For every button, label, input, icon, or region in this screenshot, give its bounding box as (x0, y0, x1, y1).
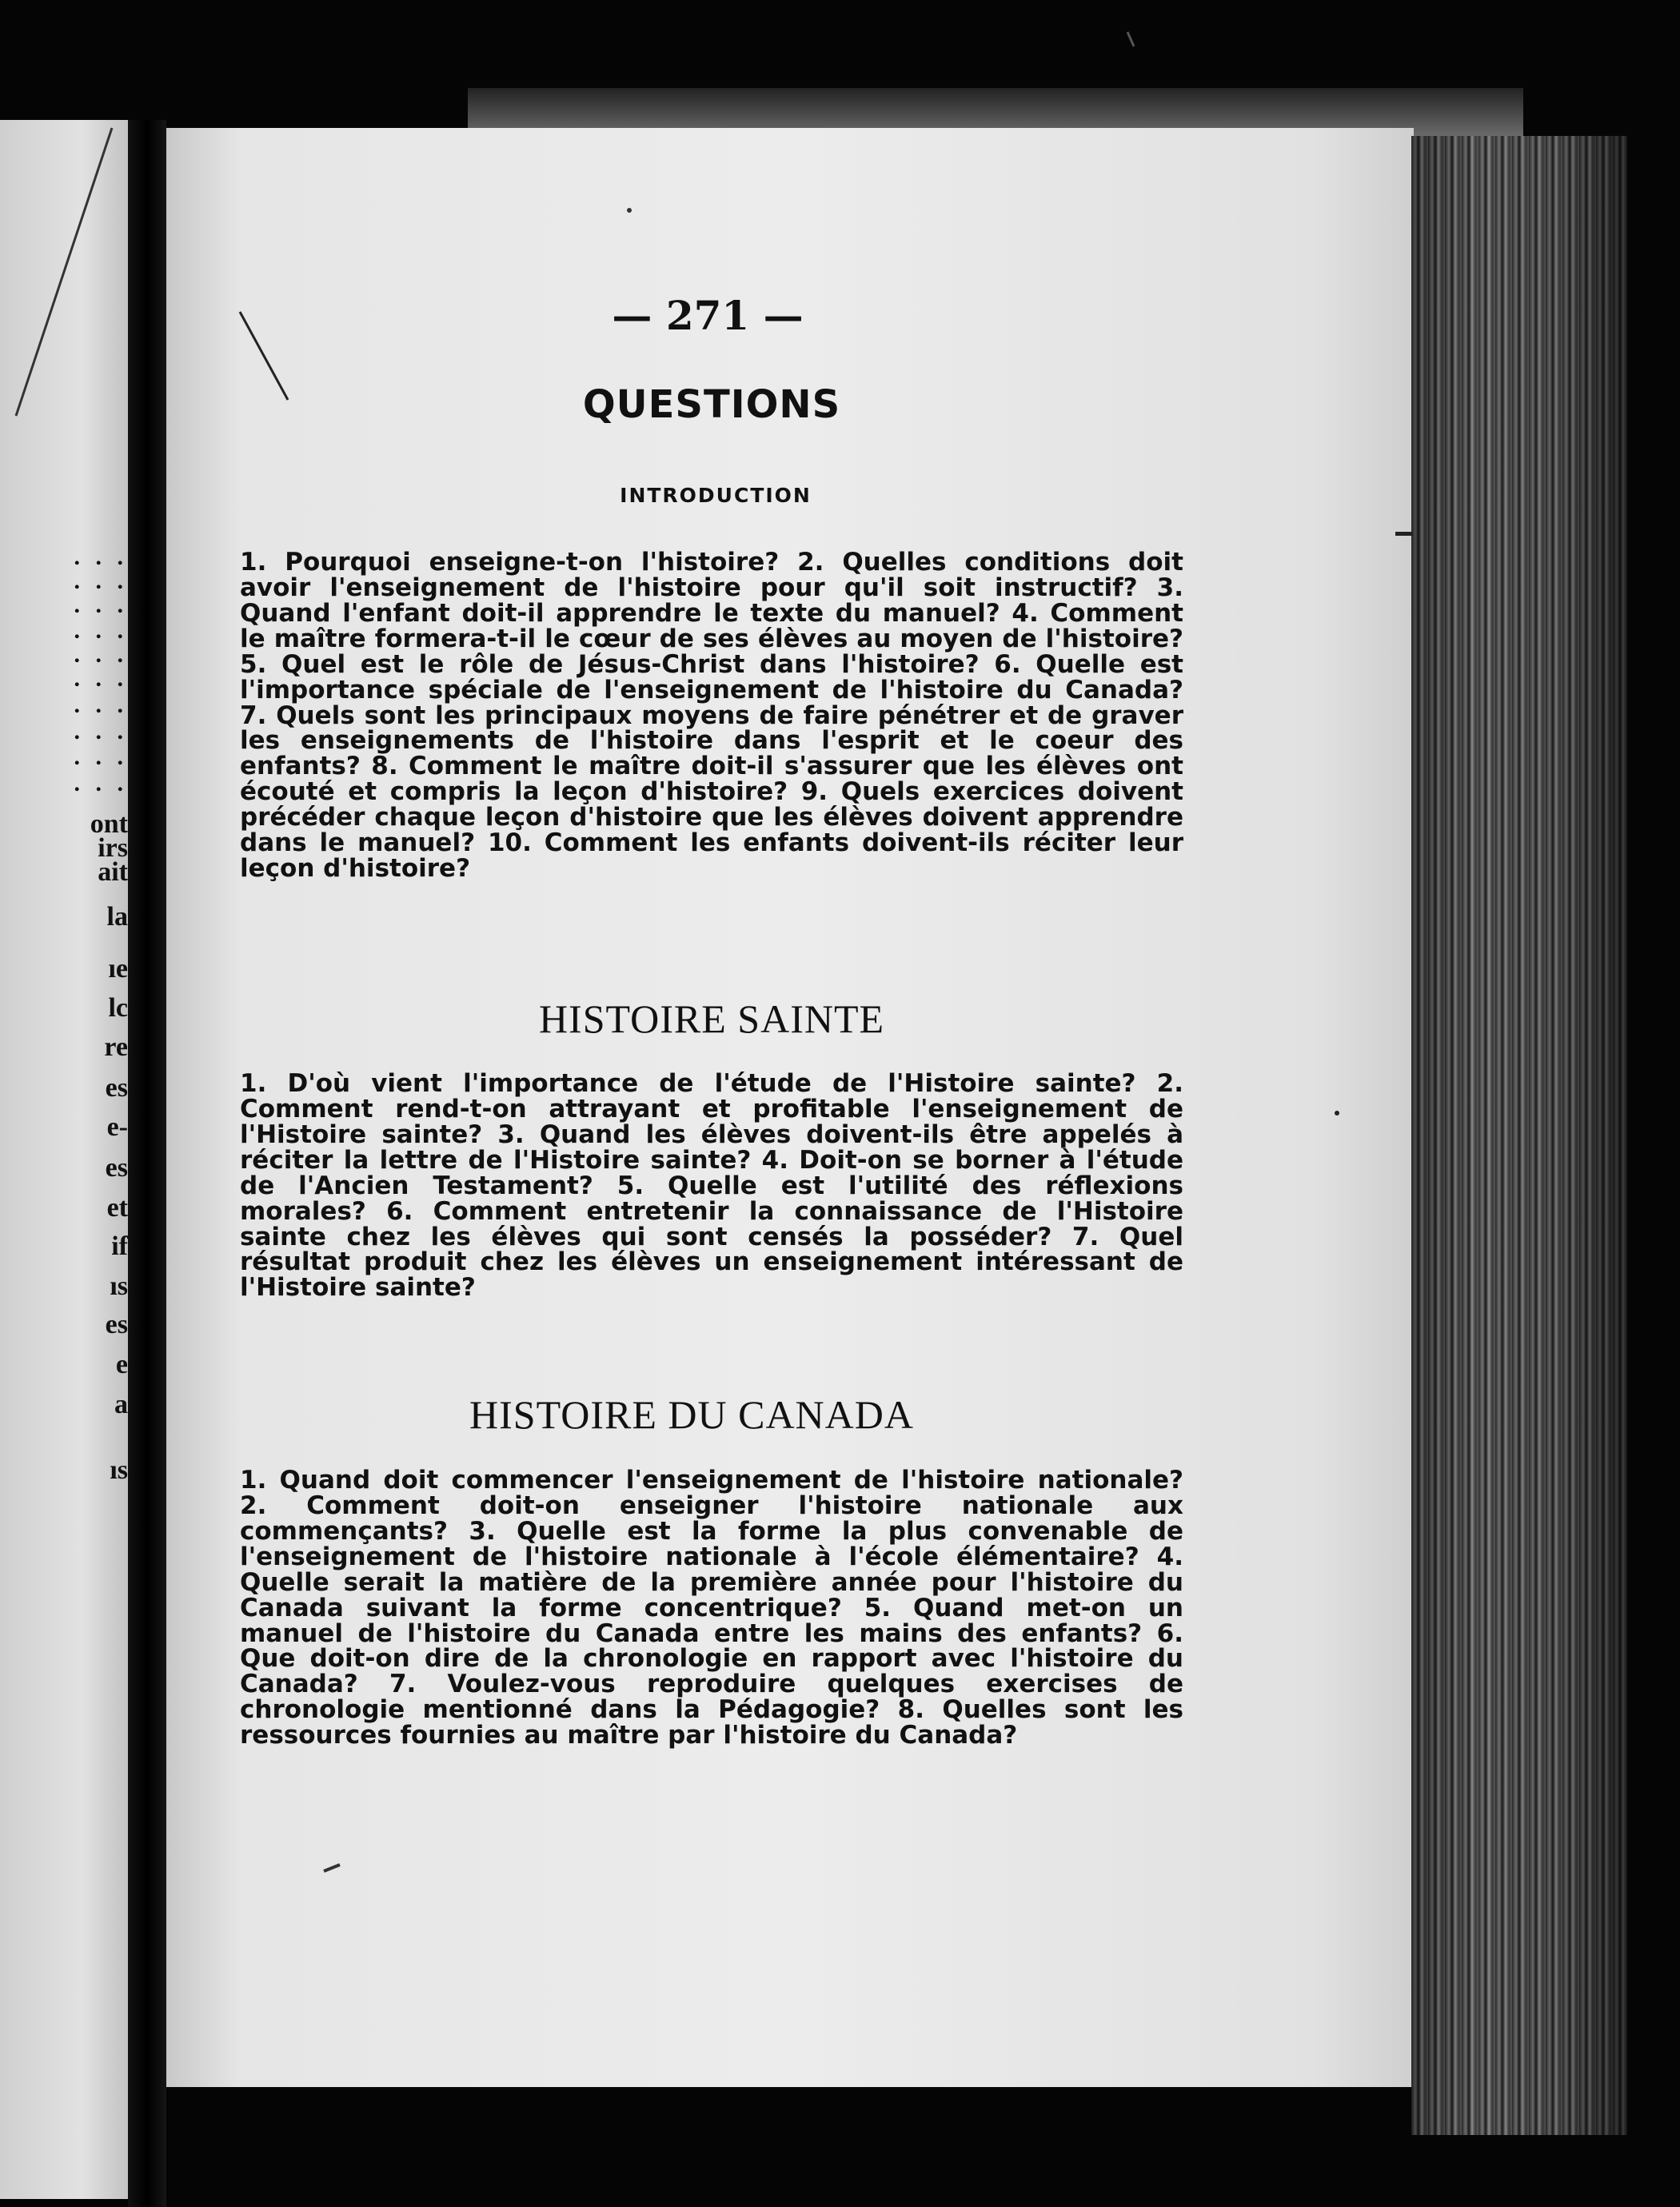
margin-fragment: ıe (108, 954, 128, 984)
margin-fragment: ait (98, 857, 128, 887)
section-heading-histoire-du-canada: HISTOIRE DU CANADA (469, 1392, 914, 1437)
margin-fragment: ıs (110, 1455, 128, 1485)
margin-fragment: . . . (74, 568, 128, 594)
margin-fragment: if (111, 1231, 128, 1261)
margin-fragment: . . . (74, 692, 128, 718)
margin-fragment: . . . (74, 770, 128, 796)
margin-fragment: lc (108, 993, 128, 1023)
section-text-introduction: 1. Pourquoi enseigne-t-on l'histoire? 2. Quelles conditions doit avoir l'enseignement de l'histoire pour qu'il soit instructif? 3. Quand l'enfant doit-il apprendre le texte du manuel? 4. Comment le maître formera-t-il le cœur de ses élèves au moyen de l'histoire? 5. Quel est le rôle de Jésus-Christ dans l'histoire? 6. Quelle est l'importance spéciale de l'enseignement de l'histoire du Canada? 7. Quels sont les principaux moyens de faire pénétrer et de graver les enseignements de l'histoire dans l'esprit et le coeur des enfants? 8. Comment le maître doit-il s'assurer que les élèves ont écouté et compris la leçon d'histoire? 9. Quels exercices doivent précéder chaque leçon d'histoire que les élèves doivent apprendre dans le manuel? 10. Comment les enfants doivent-ils réciter leur leçon d'histoire? (240, 548, 1183, 884)
section-text-histoire-sainte: 1. D'où vient l'importance de l'étude de l'Histoire sainte? 2. Comment rend-t-on attrayant et profitable l'enseignement de l'Histoire sainte? 3. Quand les élèves doivent-ils être appelés à réciter la lettre de l'Histoire sainte? 4. Doit-on se borner à l'étude de l'Ancien Testament? 5. Quelle est l'utilité des réflexions morales? 6. Comment entretenir la connaissance de l'Histoire sainte chez les élèves qui sont censés la posséder? 7. Quel résultat produit chez les élèves un enseignement intéressant de l'Histoire sainte? (240, 1069, 1183, 1303)
margin-fragment: . . . (74, 718, 128, 744)
page-title: QUESTIONS (582, 382, 841, 427)
section-text-histoire-du-canada: 1. Quand doit commencer l'enseignement de l'histoire nationale? 2. Comment doit-on enseigner l'histoire nationale aux commençants? 3. Quelle est la forme la plus convenable de l'enseignement de l'histoire nationale à l'école élémentaire? 4. Quelle serait la matière de la première année pour l'histoire du Canada suivant la forme concentrique? 5. Quand met-on un manuel de l'histoire du Canada entre les mains des enfants? 6. Que doit-on dire de la chronologie en rapport avec l'histoire du Canada? 7. Voulez-vous reproduire quelques exercises de chronologie mentionné dans la Pédagogie? 8. Quelles sont les ressources fournies au maître par l'histoire du Canada? (240, 1466, 1183, 1750)
section-heading-histoire-sainte: HISTOIRE SAINTE (538, 996, 885, 1041)
margin-fragment: et (106, 1193, 128, 1223)
margin-fragment: a (114, 1390, 128, 1419)
margin-fragment: la (106, 902, 128, 932)
margin-fragment: . . . (74, 641, 128, 668)
margin-fragment: es (105, 1073, 128, 1103)
margin-fragment: . . . (74, 744, 128, 770)
margin-fragment: . . . (74, 544, 128, 570)
margin-fragment: . . . (74, 592, 128, 618)
page-number: — 271 — (612, 292, 804, 339)
margin-fragment: e (115, 1350, 128, 1379)
margin-fragment: ont (90, 809, 128, 839)
margin-fragment: irs (98, 833, 128, 863)
margin-fragment: . . . (74, 617, 128, 644)
margin-fragment: re (104, 1032, 128, 1062)
margin-fragment: es (105, 1153, 128, 1183)
margin-fragment: ıs (110, 1271, 128, 1301)
section-heading-introduction: INTRODUCTION (620, 484, 812, 507)
margin-fragment: . . . (74, 665, 128, 692)
margin-fragment: e- (106, 1112, 128, 1142)
margin-fragment: es (105, 1310, 128, 1339)
